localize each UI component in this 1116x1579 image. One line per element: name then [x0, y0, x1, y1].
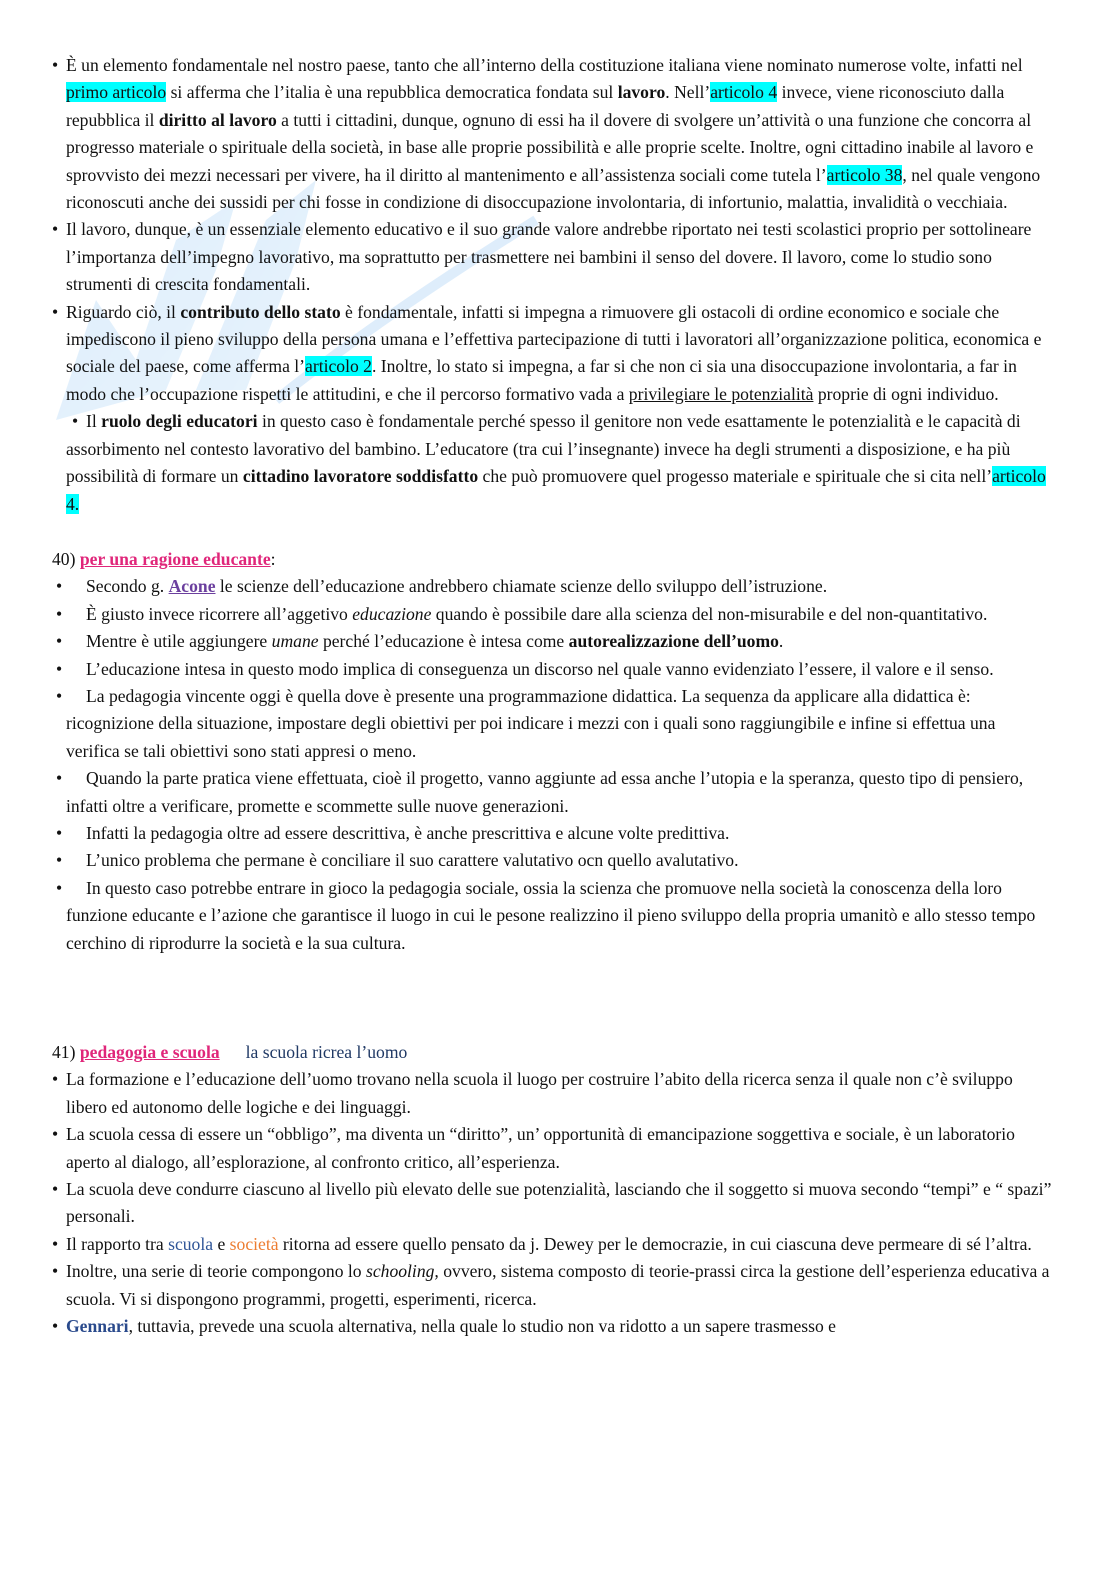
bullet-item: • La scuola deve condurre ciascuno al livello più elevato delle sue potenzialità, lasciando che il soggetto si muova secondo “tempi” e “ spazi” personali.: [52, 1176, 1052, 1231]
bullet-item: • Quando la parte pratica viene effettuata, cioè il progetto, vanno aggiunte ad essa anche l’utopia e la speranza, questo tipo di pensiero, infatti oltre a verificare, promette e scommette sulle nuove generazioni.: [52, 765, 1052, 820]
bullet-item: • Infatti la pedagogia oltre ad essere descrittiva, è anche prescrittiva e alcune volte predittiva.: [52, 820, 1052, 847]
bullet-item: • Riguardo ciò, il contributo dello stato è fondamentale, infatti si impegna a rimuovere gli ostacoli di ordine economico e sociale che impediscono il pieno sviluppo della persona umana e l’effettiva partecipazione di tutti i lavoratori all’organizzazione politica, economica e sociale del paese, come afferma l’articolo 2. Inoltre, lo stato si impegna, a far si che non ci sia una disoccupazione involontaria, a far in modo che l’occupazione rispetti le attitudini, e che il percorso formativo vada a privilegiare le potenzialità proprie di ogni individuo.: [52, 299, 1052, 409]
bullet-item: • È giusto invece ricorrere all’aggetivo educazione quando è possibile dare alla scienza del non-misurabile e del non-quantitativo.: [52, 601, 1052, 628]
section-39-list: [52, 52, 1052, 518]
bullet-item: • Il ruolo degli educatori in questo caso è fondamentale perché spesso il genitore non vede esattamente le potenzialità e le capacità di assorbimento nel contesto lavorativo del bambino. L’educatore (tra cui l’insegnante) invece ha degli strumenti a disposizione, e ha più possibilità di formare un cittadino lavoratore soddisfatto che può promuovere quel progesso materiale e spirituale che si cita nell’articolo 4.: [52, 408, 1052, 518]
document-page: [52, 52, 1052, 1340]
bullet-item: • L’unico problema che permane è conciliare il suo carattere valutativo ocn quello avalutativo.: [52, 847, 1052, 874]
section-40-list: [52, 573, 1052, 957]
section-41-list: [52, 1066, 1052, 1340]
bullet-item: • Secondo g. Acone le scienze dell’educazione andrebbero chiamate scienze dello sviluppo dell’istruzione.: [52, 573, 1052, 600]
bullet-item: • Il lavoro, dunque, è un essenziale elemento educativo e il suo grande valore andrebbe riportato nei testi scolastici proprio per sottolineare l’importanza dell’impegno lavorativo, ma soprattutto per trasmettere nei bambini il senso del dovere. Il lavoro, come lo studio sono strumenti di crescita fondamentali.: [52, 216, 1052, 298]
bullet-item: • Il rapporto tra scuola e società ritorna ad essere quello pensato da j. Dewey per le democrazie, in cui ciascuna deve permeare di sé l’altra.: [52, 1231, 1052, 1258]
bullet-item: • Gennari, tuttavia, prevede una scuola alternativa, nella quale lo studio non va ridotto a un sapere trasmesso e: [52, 1313, 1052, 1340]
bullet-item: • La formazione e l’educazione dell’uomo trovano nella scuola il luogo per costruire l’abito della ricerca senza il quale non c’è sviluppo libero ed autonomo delle logiche e dei linguaggi.: [52, 1066, 1052, 1121]
bullet-item: • È un elemento fondamentale nel nostro paese, tanto che all’interno della costituzione italiana viene nominato numerose volte, infatti nel primo articolo si afferma che l’italia è una repubblica democratica fondata sul lavoro. Nell’articolo 4 invece, viene riconosciuto dalla repubblica il diritto al lavoro a tutti i cittadini, dunque, ognuno di essi ha il dovere di svolgere un’attività o una funzione che concorra al progresso materiale o spirituale della società, in base alle proprie possibilità e alle proprie scelte. Inoltre, ogni cittadino inabile al lavoro e sprovvisto dei mezzi necessari per vivere, ha il diritto al mantenimento e all’assistenza sociali come tutela l’articolo 38, nel quale vengono riconoscuti anche dei sussidi per chi fosse in condizione di disoccupazione involontaria, di infortunio, malattia, invalidità o vecchiaia.: [52, 52, 1052, 216]
bullet-item: • La pedagogia vincente oggi è quella dove è presente una programmazione didattica. La sequenza da applicare alla didattica è: ricognizione della situazione, impostare degli obiettivi per poi indicare i mezzi con i quali sono raggiungibile e infine si effettua una verifica se tali obiettivi sono stati appresi o meno.: [52, 683, 1052, 765]
bullet-item: • Mentre è utile aggiungere umane perché l’educazione è intesa come autorealizzazione dell’uomo.: [52, 628, 1052, 655]
bullet-item: • La scuola cessa di essere un “obbligo”, ma diventa un “diritto”, un’ opportunità di emancipazione soggettiva e sociale, è un laboratorio aperto al dialogo, all’esplorazione, al confronto critico, all’esperienza.: [52, 1121, 1052, 1176]
section-41-heading: 41) pedagogia e scuola la scuola ricrea l’uomo: [52, 1042, 408, 1062]
section-40-heading: 40) per una ragione educante:: [52, 548, 276, 569]
bullet-item: • L’educazione intesa in questo modo implica di conseguenza un discorso nel quale vanno evidenziato l’essere, il valore e il senso.: [52, 656, 1052, 683]
bullet-item: • In questo caso potrebbe entrare in gioco la pedagogia sociale, ossia la scienza che promuove nella società la conoscenza della loro funzione educante e l’azione che garantisce il luogo in cui le pesone realizzino il pieno sviluppo della propria umanitò e allo stesso tempo cerchino di riprodurre la società e la sua cultura.: [52, 875, 1052, 957]
bullet-item: • Inoltre, una serie di teorie compongono lo schooling, ovvero, sistema composto di teorie-prassi circa la gestione dell’esperienza educativa a scuola. Vi si dispongono programmi, progetti, esperimenti, ricerca.: [52, 1258, 1052, 1313]
